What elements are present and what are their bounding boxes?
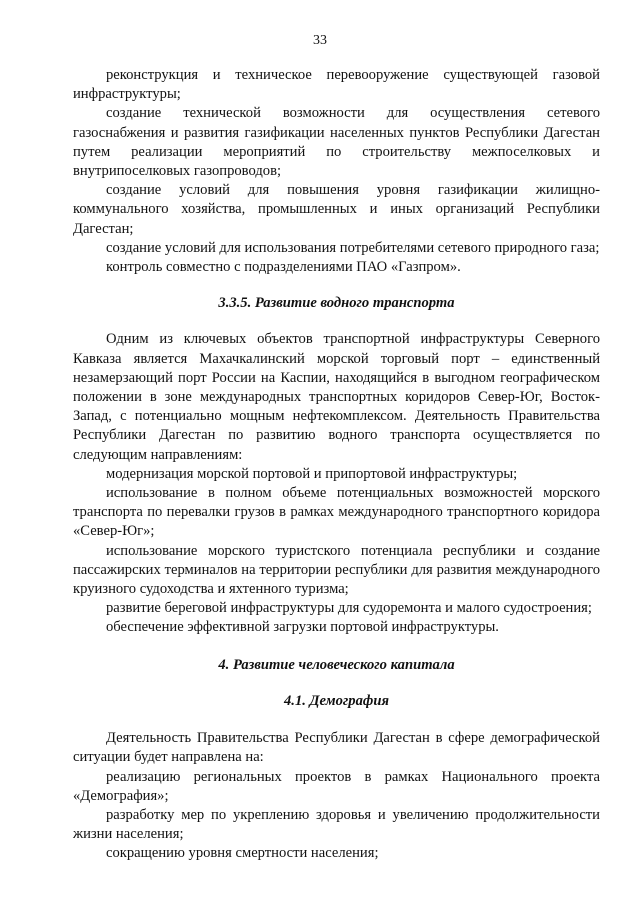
paragraph: реализацию региональных проектов в рамках Национального проекта «Демография»;: [73, 768, 600, 804]
paragraph: контроль совместно с подразделениями ПАО «Газпром».: [106, 259, 461, 276]
section-heading-human-capital: 4. Развитие человеческого капитала: [218, 656, 455, 673]
paragraph: разработку мер по укреплению здоровья и увеличению продолжительности жизни населения;: [73, 806, 600, 843]
water-transport-section: [73, 330, 600, 637]
paragraph: создание условий для повышения уровня газификации жилищно-коммунального хозяйства, промышленных и иных организаций Республики Дагестан;: [73, 182, 600, 237]
paragraph: использование морского туристского потенциала республики и создание пассажирских терминалов на территории республики для развития международного круизного судоходства и яхтенного туризма;: [73, 542, 600, 598]
section-heading-demography: 4.1. Демография: [284, 692, 389, 709]
demography-section: [73, 729, 600, 863]
paragraph: модернизация морской портовой и припортовой инфраструктуры;: [106, 465, 518, 482]
paragraph: Деятельность Правительства Республики Дагестан в сфере демографической ситуации будет направлена на:: [73, 730, 600, 766]
page-body: [73, 66, 600, 864]
paragraph: обеспечение эффективной загрузки портовой инфраструктуры.: [106, 619, 499, 636]
paragraph: использование в полном объеме потенциальных возможностей морского транспорта по перевалки грузов в рамках международного транспортного коридора «Север-Юг»;: [73, 485, 600, 540]
paragraph: Одним из ключевых объектов транспортной инфраструктуры Северного Кавказа является Махачкалинский морской торговый порт – единственный незамерзающий порт России на Каспии, находящийся в выгодном географическом положении в зоне международных транспортных коридоров Север-Юг, Восток-Запад, с потенциально мощным нефтекомплексом. Деятельность Правительства Республики Дагестан по развитию водного транспорта осуществляется по следующим направлениям:: [73, 331, 600, 463]
paragraph: реконструкция и техническое перевооружение существующей газовой инфраструктуры;: [73, 67, 600, 103]
section-heading-water-transport: 3.3.5. Развитие водного транспорта: [218, 295, 455, 312]
paragraph: создание условий для использования потребителями сетевого природного газа;: [106, 239, 600, 256]
paragraph: создание технической возможности для осуществления сетевого газоснабжения и развития газификации населенных пунктов Республики Дагестан путем реализации мероприятий по строительству межпоселковых и внутрипоселковых газопроводов;: [73, 105, 600, 180]
gas-infrastructure-list: [73, 66, 600, 277]
page-number: 33: [313, 33, 327, 48]
paragraph: сокращению уровня смертности населения;: [106, 845, 379, 862]
paragraph: развитие береговой инфраструктуры для судоремонта и малого судостроения;: [106, 600, 592, 617]
